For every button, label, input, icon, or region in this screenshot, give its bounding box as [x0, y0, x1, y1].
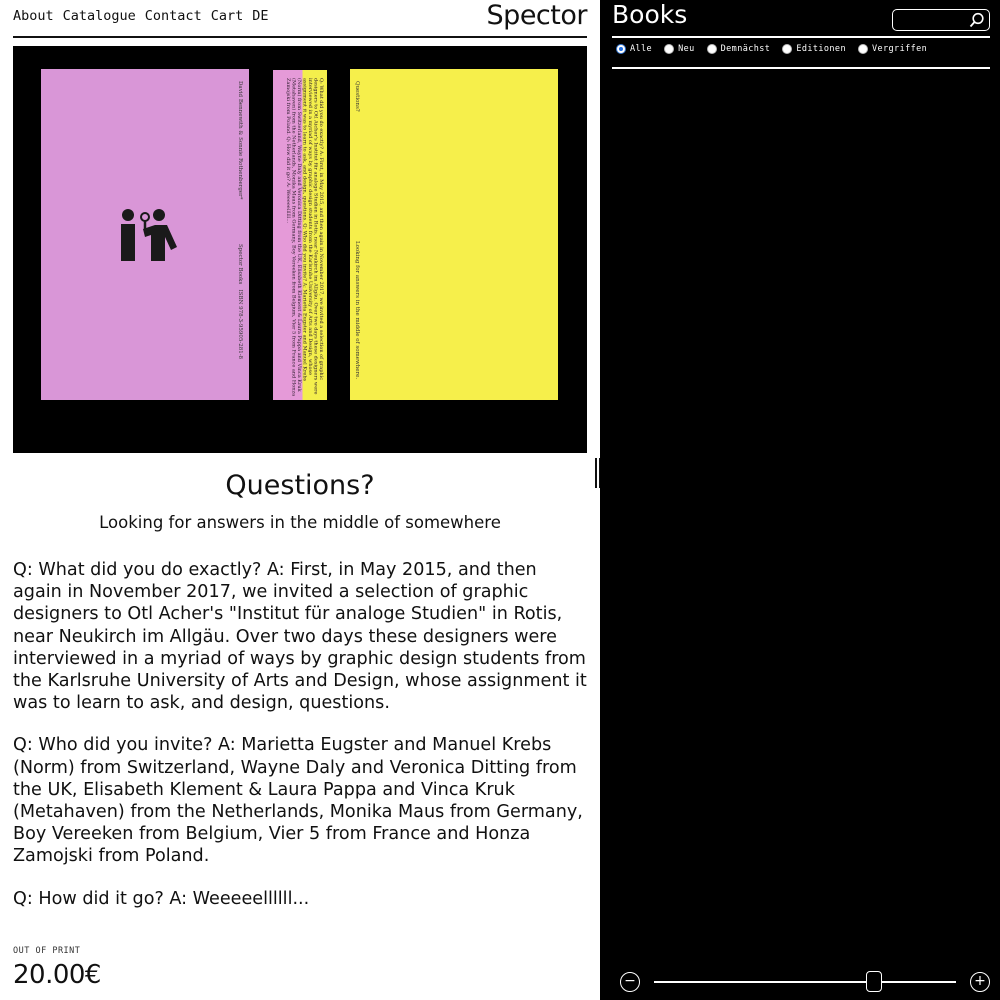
top-navigation [13, 0, 587, 38]
back-tagline-text: Looking for answers in the middle of somewhere. [354, 241, 361, 380]
sidebar-divider [612, 36, 990, 38]
nav-catalogue-link[interactable]: Catalogue [62, 8, 136, 24]
filter-alle[interactable] [616, 44, 652, 54]
two-figures-pictogram-icon [119, 207, 181, 263]
nav-about-link[interactable]: About [13, 8, 54, 24]
search-input[interactable] [897, 12, 967, 28]
zoom-control [620, 970, 990, 992]
filter-vergriffen[interactable] [858, 44, 927, 54]
nav-links [13, 8, 268, 24]
search-icon[interactable] [969, 12, 985, 28]
description-paragraph: Q: How did it go? A: Weeeeellllll... [13, 888, 310, 909]
radio-button[interactable] [707, 44, 717, 54]
book-spread [273, 70, 327, 400]
radio-button[interactable] [782, 44, 792, 54]
back-heading-text: Questions? [354, 81, 361, 112]
radio-button[interactable] [664, 44, 674, 54]
radio-button-selected[interactable] [616, 44, 626, 54]
nav-language-link[interactable]: DE [252, 8, 269, 24]
book-back-cover [350, 69, 558, 400]
filter-neu[interactable] [664, 44, 695, 54]
front-publisher-text: Spector Books ISBN 978-3-95905-281-8 [237, 244, 244, 360]
filter-label: Editionen [796, 44, 846, 54]
nav-cart-link[interactable]: Cart [210, 8, 244, 24]
radio-button[interactable] [858, 44, 868, 54]
zoom-slider-thumb[interactable] [866, 971, 882, 992]
book-cover-image [13, 46, 587, 453]
filter-label: Alle [630, 44, 653, 54]
filter-label: Vergriffen [871, 44, 928, 54]
availability-status: OUT OF PRINT [13, 946, 81, 956]
filter-label: Demnächst [720, 44, 771, 54]
filter-editionen[interactable] [782, 44, 846, 54]
book-front-cover [41, 69, 249, 400]
sidebar-title: Books [612, 0, 688, 29]
zoom-in-button[interactable]: + [970, 972, 990, 992]
brand-logo[interactable]: Spector [486, 0, 587, 31]
spine-text: Q: What did you do exactly? A: First, in May 2015, and then again in November 2017, we invited a selection of graphic designers to Otl Aicher's Institut für analoge Studien in Rotis, near Neukirch im Allgäu. Over two days these designers were interviewed in a myriad of ways by graphic design students from the Karlsruhe University of Arts and Design, whose assignment it was to learn to ask, and design, questions. Q: Who did you invite? A: Marietta Eugster and Manuel Krebs (Norm) from Switzerland, Wayne Daly and Veronica Ditting from the UK, Elisabeth Klement & Laura Pappa and Vinca Kruk (Metahaven) from the Netherlands, Monika Maus from Germany, Boy Vereeken from Belgium, Vier 5 from France and Honza Zamojski from Poland. Q: How did it go? A: Weeeeellllll... [285, 78, 324, 398]
books-sidebar [600, 0, 1000, 1000]
book-price: 20.00€ [13, 960, 101, 990]
filter-demnaechst[interactable] [707, 44, 771, 54]
handle-grip-line [595, 458, 597, 488]
book-description [13, 559, 587, 930]
book-subtitle: Looking for answers in the middle of somewhere [99, 513, 501, 532]
book-title: Questions? [225, 470, 375, 501]
description-paragraph: Q: Who did you invite? A: Marietta Eugster and Manuel Krebs (Norm) from Switzerland, Wayne Daly and Veronica Ditting from the UK, Elisabeth Klement & Laura Pappa and Vinca Kruk (Metahaven) from the Netherlands, Monika Maus from Germany, Boy Vereeken from Belgium, Vier 5 from France and Honza Zamojski from Poland. [13, 735, 583, 867]
search-box[interactable] [892, 9, 990, 31]
zoom-out-button[interactable]: − [620, 972, 640, 992]
sidebar-divider [612, 67, 990, 69]
filter-label: Neu [678, 44, 695, 54]
nav-contact-link[interactable]: Contact [144, 8, 202, 24]
front-author-text: David Bennewith & Sonnie Rothenberger* [237, 81, 244, 200]
description-paragraph: Q: What did you do exactly? A: First, in May 2015, and then again in November 2017, we invited a selection of graphic designers to Otl Acher's "Institut für analoge Studien" in Rotis, near Neukirch im Allgäu. Over two days these designers were interviewed in a myriad of ways by graphic design students from the Karlsruhe University of Arts and Design, whose assignment it was to learn to ask, and design, questions. [13, 560, 587, 714]
zoom-slider-track[interactable] [654, 981, 956, 983]
filter-radio-group [616, 44, 927, 54]
